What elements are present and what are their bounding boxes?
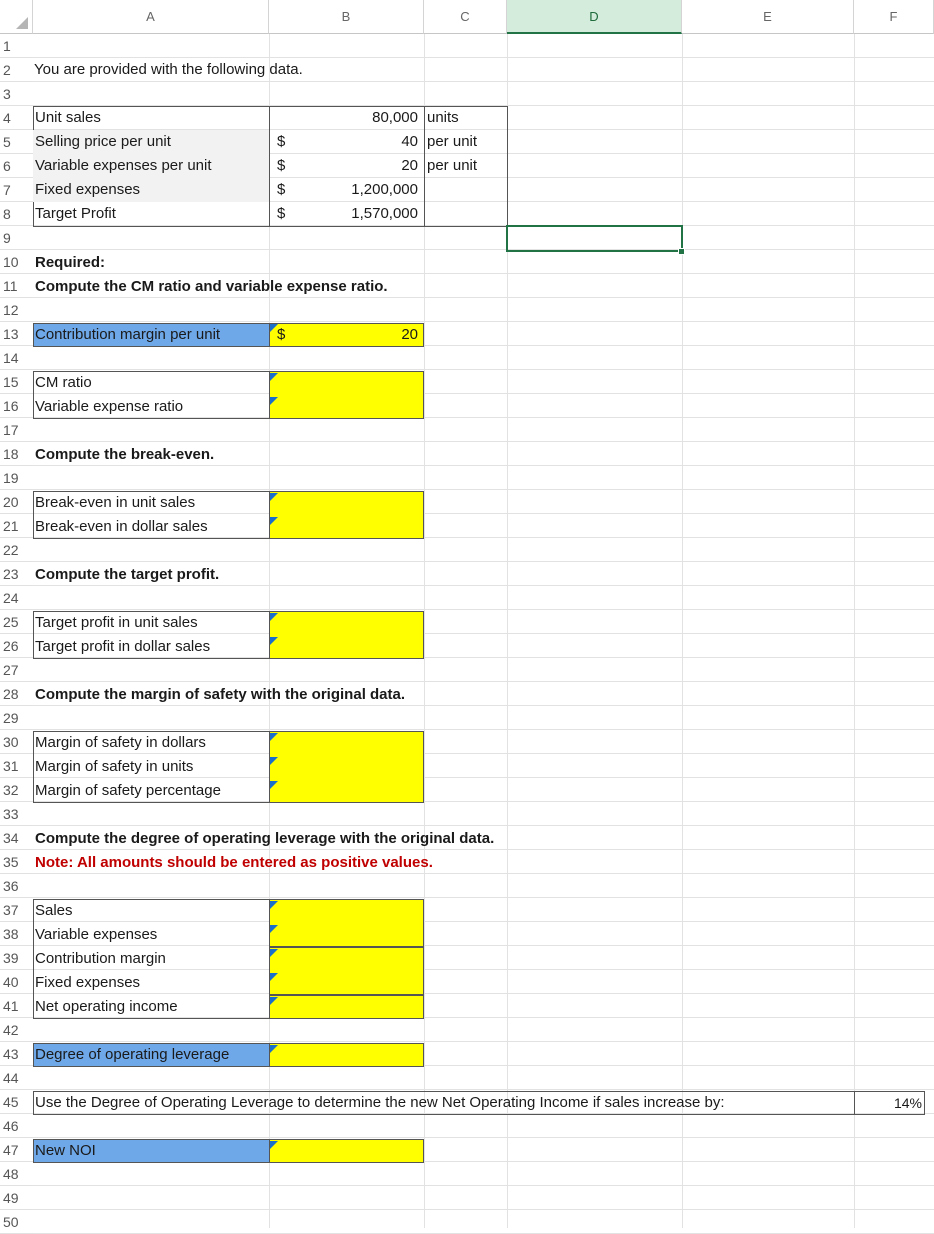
ms-units-label[interactable]: Margin of safety in units — [35, 758, 194, 775]
row-header[interactable]: 49 — [0, 1186, 33, 1210]
row-header[interactable]: 34 — [0, 826, 33, 850]
target-profit-units-label[interactable]: Target profit in unit sales — [35, 614, 198, 631]
row-header[interactable]: 17 — [0, 418, 33, 442]
row-header[interactable]: 37 — [0, 898, 33, 922]
row-header[interactable]: 27 — [0, 658, 33, 682]
selling-price-value[interactable]: 40 — [401, 133, 418, 150]
row-header[interactable]: 29 — [0, 706, 33, 730]
degree-operating-leverage-label[interactable]: Degree of operating leverage — [35, 1046, 230, 1063]
row-header[interactable]: 11 — [0, 274, 33, 298]
row-header[interactable]: 2 — [0, 58, 33, 82]
column-header-c[interactable]: C — [424, 0, 507, 34]
cm-per-unit-value[interactable]: 20 — [401, 326, 418, 343]
target-profit-currency: $ — [277, 205, 286, 222]
new-noi-input[interactable] — [269, 1139, 424, 1163]
required-heading[interactable]: Required: — [35, 254, 106, 271]
ms-percentage-label[interactable]: Margin of safety percentage — [35, 782, 221, 799]
break-even-dollars-label[interactable]: Break-even in dollar sales — [35, 518, 208, 535]
row-header[interactable]: 28 — [0, 682, 33, 706]
break-even-input-area[interactable] — [269, 491, 424, 539]
row-header[interactable]: 22 — [0, 538, 33, 562]
new-noi-label[interactable]: New NOI — [35, 1142, 96, 1159]
column-header-e[interactable]: E — [682, 0, 854, 34]
unit-sales-value[interactable]: 80,000 — [372, 109, 418, 126]
fixed-expenses-label[interactable]: Fixed expenses — [35, 974, 141, 991]
row-header[interactable]: 48 — [0, 1162, 33, 1186]
row-header[interactable]: 30 — [0, 730, 33, 754]
row-header[interactable]: 6 — [0, 154, 33, 178]
fixed-expense-value[interactable]: 1,200,000 — [351, 181, 418, 198]
row-header[interactable]: 20 — [0, 490, 33, 514]
variable-expense-value[interactable]: 20 — [401, 157, 418, 174]
variable-expense-currency: $ — [277, 157, 286, 174]
row-header[interactable]: 31 — [0, 754, 33, 778]
row-header[interactable]: 45 — [0, 1090, 33, 1114]
break-even-units-label[interactable]: Break-even in unit sales — [35, 494, 196, 511]
question-break-even[interactable]: Compute the break-even. — [35, 446, 215, 463]
cm-per-unit-label[interactable]: Contribution margin per unit — [35, 326, 221, 343]
net-operating-income-label[interactable]: Net operating income — [35, 998, 178, 1015]
row-header[interactable]: 15 — [0, 370, 33, 394]
row-header[interactable]: 40 — [0, 970, 33, 994]
income-statement-input-bottom[interactable] — [269, 995, 424, 1019]
column-header-b[interactable]: B — [269, 0, 424, 34]
variable-expense-ratio-label[interactable]: Variable expense ratio — [35, 398, 184, 415]
row-header[interactable]: 23 — [0, 562, 33, 586]
row-header[interactable]: 9 — [0, 226, 33, 250]
row-header[interactable]: 1 — [0, 34, 33, 58]
row-header[interactable]: 32 — [0, 778, 33, 802]
active-cell-d9[interactable] — [506, 225, 683, 252]
row-header[interactable]: 21 — [0, 514, 33, 538]
cm-per-unit-currency: $ — [277, 326, 286, 343]
row-header[interactable]: 19 — [0, 466, 33, 490]
row-header[interactable]: 50 — [0, 1210, 33, 1234]
dol-input[interactable] — [269, 1043, 424, 1067]
row-header[interactable]: 36 — [0, 874, 33, 898]
target-profit-value[interactable]: 1,570,000 — [351, 205, 418, 222]
row-header[interactable]: 14 — [0, 346, 33, 370]
row-header[interactable]: 4 — [0, 106, 33, 130]
question-target-profit[interactable]: Compute the target profit. — [35, 566, 220, 583]
selling-price-label[interactable]: Selling price per unit — [35, 133, 171, 150]
margin-of-safety-input-area[interactable] — [269, 731, 424, 803]
row-header[interactable]: 18 — [0, 442, 33, 466]
row-header[interactable]: 38 — [0, 922, 33, 946]
column-header-f[interactable]: F — [854, 0, 934, 34]
fixed-expense-currency: $ — [277, 181, 286, 198]
income-statement-input-top[interactable] — [269, 899, 424, 947]
question-new-noi[interactable]: Use the Degree of Operating Leverage to determine the new Net Operating Income if sales increase by: — [35, 1094, 725, 1111]
income-statement-input-middle[interactable] — [269, 947, 424, 995]
row-header[interactable]: 24 — [0, 586, 33, 610]
question-operating-leverage[interactable]: Compute the degree of operating leverage with the original data. — [35, 830, 495, 847]
intro-text[interactable]: You are provided with the following data. — [34, 61, 303, 78]
ms-dollars-label[interactable]: Margin of safety in dollars — [35, 734, 206, 751]
cm-ratio-label[interactable]: CM ratio — [35, 374, 92, 391]
target-profit-dollars-label[interactable]: Target profit in dollar sales — [35, 638, 211, 655]
column-header-a[interactable]: A — [33, 0, 269, 34]
row-header[interactable]: 46 — [0, 1114, 33, 1138]
row-header[interactable]: 8 — [0, 202, 33, 226]
row-header[interactable]: 10 — [0, 250, 33, 274]
target-profit-input-area[interactable] — [269, 611, 424, 659]
row-header[interactable]: 7 — [0, 178, 33, 202]
selling-price-unit[interactable]: per unit — [427, 133, 478, 150]
question-cm-ratio[interactable]: Compute the CM ratio and variable expense ratio. — [35, 278, 388, 295]
row-header[interactable]: 26 — [0, 634, 33, 658]
note-positive-values[interactable]: Note: All amounts should be entered as positive values. — [35, 854, 433, 871]
row-header[interactable]: 39 — [0, 946, 33, 970]
row-header[interactable]: 12 — [0, 298, 33, 322]
selling-price-currency: $ — [277, 133, 286, 150]
contribution-margin-label[interactable]: Contribution margin — [35, 950, 166, 967]
row-header[interactable]: 44 — [0, 1066, 33, 1090]
row-header[interactable]: 16 — [0, 394, 33, 418]
variable-expenses-label[interactable]: Variable expenses — [35, 926, 158, 943]
fixed-expense-label[interactable]: Fixed expenses — [35, 181, 141, 198]
unit-sales-label[interactable]: Unit sales — [35, 109, 101, 126]
row-header[interactable]: 3 — [0, 82, 33, 106]
sales-label[interactable]: Sales — [35, 902, 73, 919]
row-header[interactable]: 41 — [0, 994, 33, 1018]
unit-sales-unit[interactable]: units — [427, 109, 459, 126]
row-header[interactable]: 35 — [0, 850, 33, 874]
row-header[interactable]: 33 — [0, 802, 33, 826]
target-profit-label[interactable]: Target Profit — [35, 205, 116, 222]
row-header[interactable]: 43 — [0, 1042, 33, 1066]
row-header[interactable]: 13 — [0, 322, 33, 346]
row-header[interactable]: 5 — [0, 130, 33, 154]
variable-expense-label[interactable]: Variable expenses per unit — [35, 157, 212, 174]
row-header[interactable]: 25 — [0, 610, 33, 634]
column-header-d[interactable]: D — [507, 0, 682, 34]
select-all-corner[interactable] — [0, 0, 33, 34]
cm-ratio-input-area[interactable] — [269, 371, 424, 419]
row-header[interactable]: 42 — [0, 1018, 33, 1042]
variable-expense-unit[interactable]: per unit — [427, 157, 478, 174]
row-header[interactable]: 47 — [0, 1138, 33, 1162]
question-margin-of-safety[interactable]: Compute the margin of safety with the original data. — [35, 686, 406, 703]
sales-increase-percent[interactable]: 14% — [893, 1095, 922, 1111]
